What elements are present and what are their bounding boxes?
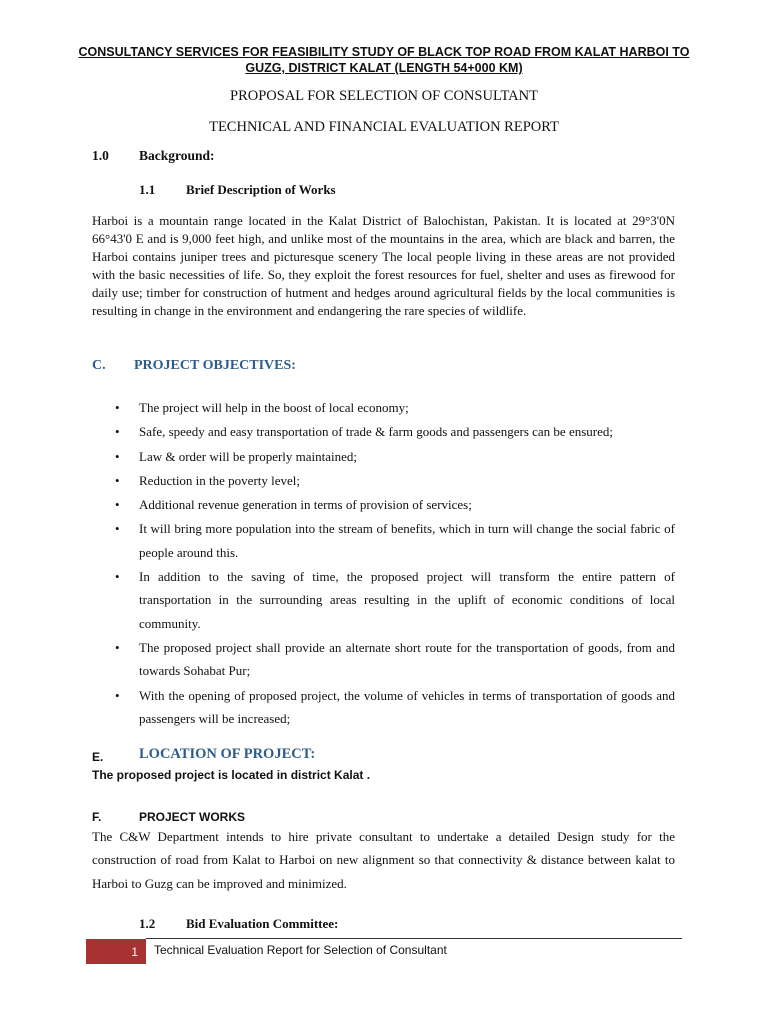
committee-number: 1.2 bbox=[139, 916, 156, 931]
location-letter: E. bbox=[92, 750, 104, 764]
bullet-icon: • bbox=[115, 521, 120, 537]
header-title-line-2: GUZG, DISTRICT KALAT (LENGTH 54+000 KM) bbox=[245, 61, 523, 75]
works-heading: PROJECT WORKS bbox=[139, 810, 246, 824]
list-item: • With the opening of proposed project, the volume of vehicles in terms of transportation of goods and passengers will be increased; bbox=[92, 684, 675, 731]
objectives-letter: C. bbox=[92, 358, 106, 373]
objectives-list bbox=[92, 396, 675, 731]
works-paragraph: The C&W Department intends to hire private consultant to undertake a detailed Design study for the construction of road from Kalat to Harboi on new alignment so that connectivity & distance between kalat to Harboi to Guzg can be improved and minimized. bbox=[92, 829, 675, 891]
list-item: • Additional revenue generation in terms of provision of services; bbox=[92, 493, 675, 516]
objectives-heading: PROJECT OBJECTIVES: bbox=[134, 358, 296, 373]
list-item: • The proposed project shall provide an alternate short route for the transportation of goods, from and towards Sohabat Pur; bbox=[92, 636, 675, 683]
list-item: • The project will help in the boost of local economy; bbox=[92, 396, 675, 419]
list-item: • It will bring more population into the stream of benefits, which in turn will change the social fabric of people around this. bbox=[92, 517, 675, 564]
footer-page-number: 1 bbox=[86, 939, 146, 964]
bullet-icon: • bbox=[115, 400, 120, 415]
works-letter: F. bbox=[92, 810, 102, 824]
footer-text: Technical Evaluation Report for Selection of Consultant bbox=[154, 943, 447, 957]
list-item: • Safe, speedy and easy transportation of trade & farm goods and passengers can be ensured; bbox=[92, 420, 675, 443]
location-text: The proposed project is located in district Kalat . bbox=[92, 768, 371, 782]
bullet-icon: • bbox=[115, 569, 120, 585]
background-heading: Background: bbox=[139, 148, 215, 163]
bullet-icon: • bbox=[115, 424, 120, 440]
bullet-icon: • bbox=[115, 472, 120, 488]
report-title: TECHNICAL AND FINANCIAL EVALUATION REPORT bbox=[209, 119, 559, 135]
background-number: 1.0 bbox=[92, 148, 109, 163]
bullet-icon: • bbox=[115, 497, 120, 513]
background-paragraph: Harboi is a mountain range located in the Kalat District of Balochistan, Pakistan. It is located at 29°3'0N 66°43'0 E and is 9,000 feet high, and unlike most of the mountains in the area, which are black and barren, the Harboi contains juniper trees and picturesque scenery The local people living in these areas are not provided with the basic necessities of life. So, they exploit the forest resources for fuel, shelter and uses as firewood for daily use; timber for construction of hutment and hedges around agricultural fields by the local communities is resulting in change in the environment and endangering the rare species of wildlife. bbox=[92, 213, 675, 318]
committee-heading: Bid Evaluation Committee: bbox=[186, 916, 339, 931]
bullet-icon: • bbox=[115, 687, 120, 703]
location-heading: LOCATION OF PROJECT: bbox=[139, 746, 316, 762]
bullet-icon: • bbox=[115, 448, 120, 464]
bullet-icon: • bbox=[115, 639, 120, 655]
header-title-line-1: CONSULTANCY SERVICES FOR FEASIBILITY STUDY OF BLACK TOP ROAD FROM KALAT HARBOI TO bbox=[78, 45, 690, 59]
list-item: • In addition to the saving of time, the proposed project will transform the entire pattern of transportation in the surrounding areas resulting in the uplift of economic conditions of local community. bbox=[92, 565, 675, 635]
list-item: • Law & order will be properly maintained; bbox=[92, 445, 675, 468]
list-item: • Reduction in the poverty level; bbox=[92, 469, 675, 492]
footer-rule bbox=[146, 938, 682, 939]
proposal-title: PROPOSAL FOR SELECTION OF CONSULTANT bbox=[230, 88, 538, 104]
brief-description-heading: Brief Description of Works bbox=[186, 182, 336, 197]
brief-description-number: 1.1 bbox=[139, 182, 156, 197]
